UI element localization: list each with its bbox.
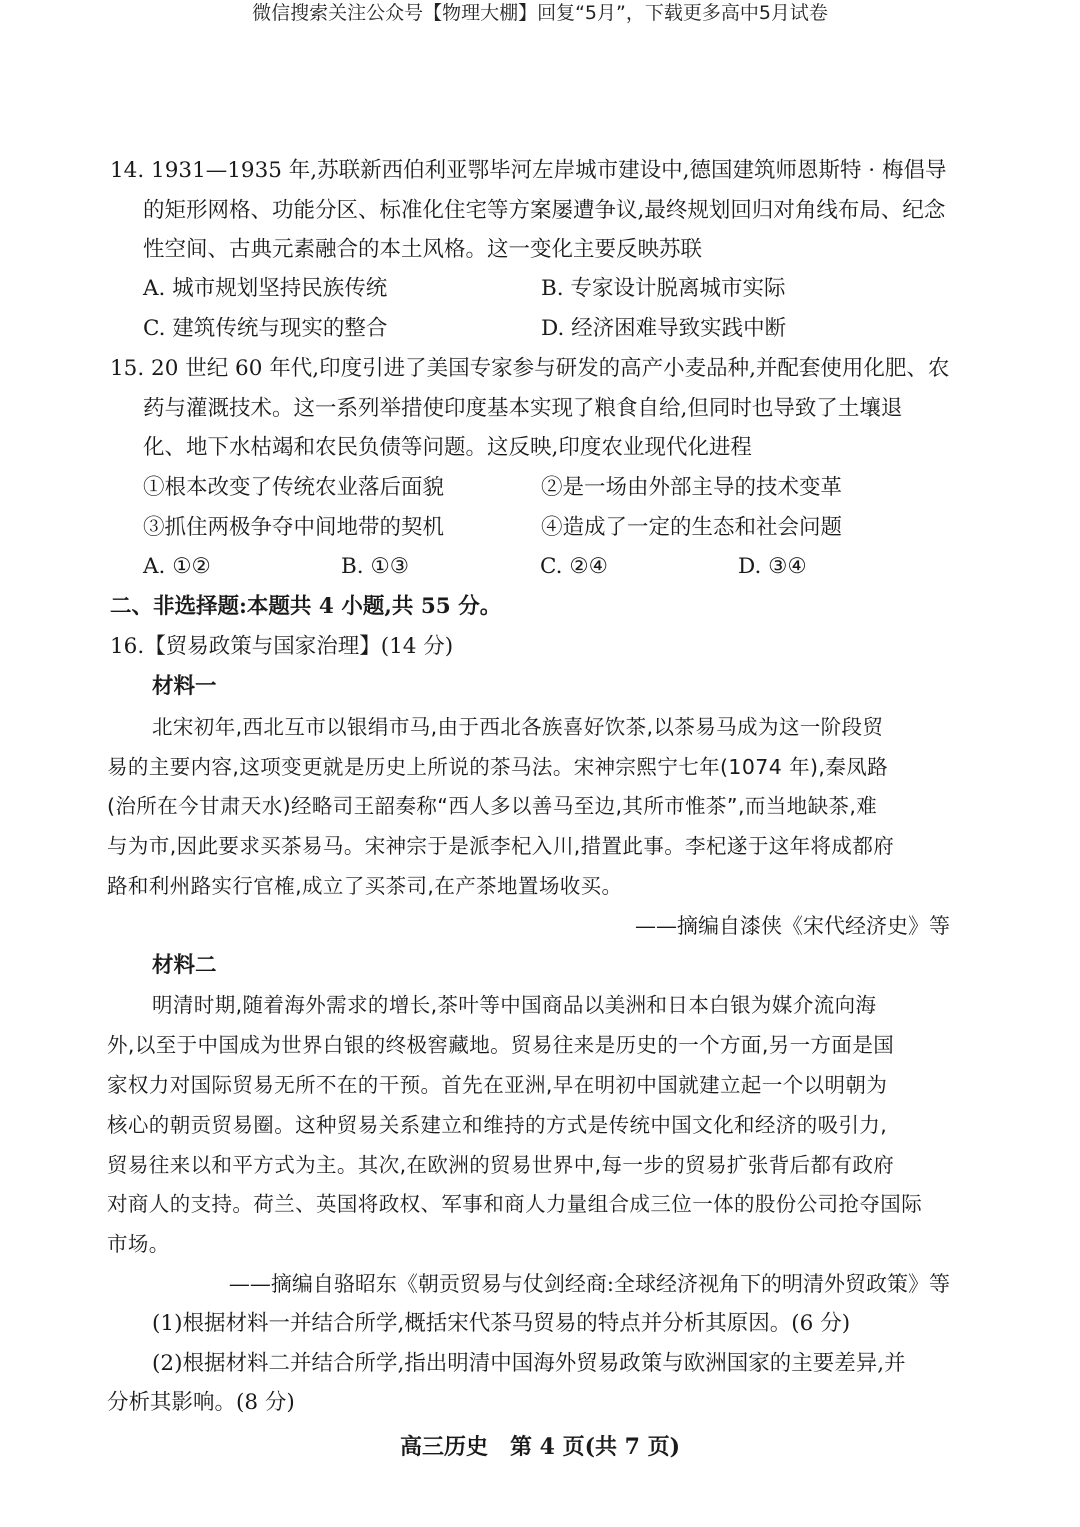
material-2-line-3: 家权力对国际贸易无所不在的干预。首先在亚洲,早在明初中国就建立起一个以明朝为 [107,1073,888,1097]
q15-stem-line-2: 药与灌溉技术。这一系列举措使印度基本实现了粮食自给,但同时也导致了土壤退 [143,396,903,421]
section-heading: 二、非选择题:本题共 4 小题,共 55 分。 [110,594,502,619]
q15-option-d: D. ③④ [738,554,807,579]
material-2-line-1: 明清时期,随着海外需求的增长,茶叶等中国商品以美洲和日本白银为媒介流向海 [152,993,877,1017]
q15-stem-line-1: 15. 20 世纪 60 年代,印度引进了美国专家参与研发的高产小麦品种,并配套使用化肥、农 [110,356,950,381]
material-1-source: ——摘编自漆侠《宋代经济史》等 [635,914,950,938]
q16-title: 16.【贸易政策与国家治理】(14 分) [110,634,454,659]
material-2-label: 材料二 [152,953,217,978]
q15-option-c: C. ②④ [540,554,608,579]
page-footer: 高三历史 第 4 页(共 7 页) [399,1434,681,1460]
q15-statement-1: ①根本改变了传统农业落后面貌 [143,475,445,500]
material-2-line-2: 外,以至于中国成为世界白银的终极窖藏地。贸易往来是历史的一个方面,另一方面是国 [107,1033,895,1057]
q16-subquestion-2-cont: 分析其影响。(8 分) [107,1390,295,1415]
material-2-line-4: 核心的朝贡贸易圈。这种贸易关系建立和维持的方式是传统中国文化和经济的吸引力, [107,1113,888,1137]
q15-statement-2: ②是一场由外部主导的技术变革 [541,475,843,500]
q16-subquestion-2: (2)根据材料二并结合所学,指出明清中国海外贸易政策与欧洲国家的主要差异,并 [152,1351,906,1376]
q14-option-c: C. 建筑传统与现实的整合 [143,316,388,341]
q16-subquestion-1: (1)根据材料一并结合所学,概括宋代茶马贸易的特点并分析其原因。(6 分) [152,1311,851,1336]
q14-stem-line-2: 的矩形网格、功能分区、标准化住宅等方案屡遭争议,最终规划回归对角线布局、纪念 [143,198,946,223]
material-1-line-5: 路和利州路实行官榷,成立了买茶司,在产茶地置场收买。 [107,874,623,898]
watermark-header: 微信搜索关注公众号【物理大棚】回复“5月”，下载更多高中5月试卷 [252,2,828,24]
q14-stem-line-1: 14. 1931—1935 年,苏联新西伯利亚鄂毕河左岸城市建设中,德国建筑师恩斯特 · 梅倡导 [110,158,947,183]
material-1-line-3: (治所在今甘肃天水)经略司王韶奏称“西人多以善马至边,其所市惟茶”,而当地缺茶,难 [107,794,878,818]
q15-option-a: A. ①② [143,554,211,579]
q14-option-b: B. 专家设计脱离城市实际 [541,276,786,301]
q14-stem-line-3: 性空间、古典元素融合的本土风格。这一变化主要反映苏联 [143,237,703,262]
q15-statement-4: ④造成了一定的生态和社会问题 [541,515,843,540]
material-1-label: 材料一 [152,674,217,699]
q15-option-b: B. ①③ [341,554,410,579]
material-2-line-5: 贸易往来以和平方式为主。其次,在欧洲的贸易世界中,每一步的贸易扩张背后都有政府 [107,1153,895,1177]
material-2-source: ——摘编自骆昭东《朝贡贸易与仗剑经商:全球经济视角下的明清外贸政策》等 [228,1272,950,1296]
material-1-line-4: 与为市,因此要求买茶易马。宋神宗于是派李杞入川,措置此事。李杞遂于这年将成都府 [107,834,895,858]
material-1-line-1: 北宋初年,西北互市以银绢市马,由于西北各族喜好饮茶,以茶易马成为这一阶段贸 [152,715,884,739]
q14-option-d: D. 经济困难导致实践中断 [541,316,787,341]
q15-stem-line-3: 化、地下水枯竭和农民负债等问题。这反映,印度农业现代化进程 [143,435,752,460]
material-2-line-7: 市场。 [107,1232,170,1256]
material-1-line-2: 易的主要内容,这项变更就是历史上所说的茶马法。宋神宗熙宁七年(1074 年),秦凤路 [107,755,889,779]
material-2-line-6: 对商人的支持。荷兰、英国将政权、军事和商人力量组合成三位一体的股份公司抢夺国际 [107,1192,923,1216]
q15-statement-3: ③抓住两极争夺中间地带的契机 [143,515,445,540]
q14-option-a: A. 城市规划坚持民族传统 [143,276,388,301]
